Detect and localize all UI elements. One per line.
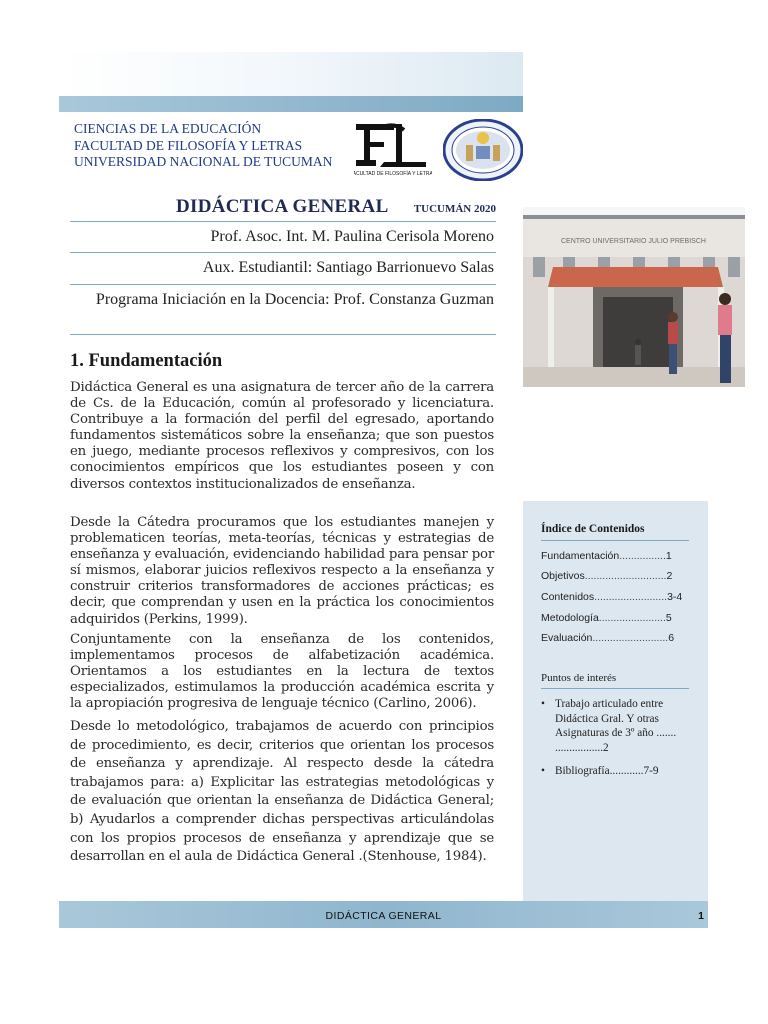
divider: [541, 540, 689, 541]
staff-program: Programa Iniciación en la Docencia: Prof. Constanza Guzman: [70, 290, 496, 335]
institution-block: [74, 121, 354, 171]
divider: [541, 688, 689, 689]
toc-label: Objetivos: [541, 570, 585, 582]
footer-title: DIDÁCTICA GENERAL: [325, 910, 442, 922]
institution-line: CIENCIAS DE LA EDUCACIÓN: [74, 121, 262, 136]
interest-title: Puntos de interés: [541, 672, 617, 684]
staff-professor: Prof. Asoc. Int. M. Paulina Cerisola Moreno: [70, 227, 496, 253]
paragraph: Conjuntamente con la enseñanza de los contenidos, implementamos procesos de alfabetización académica. Orientamos a los estudiantes en la lectura de textos especializados, estimulamos la producción académica escrita y la apropiación progresiva de lenguaje técnico (Carlino, 2006).: [70, 632, 494, 712]
sidebar: [523, 501, 708, 901]
toc-page: 6: [668, 632, 675, 644]
svg-text:CENTRO UNIVERSITARIO JULIO PRE: CENTRO UNIVERSITARIO JULIO PREBISCH: [561, 238, 706, 245]
toc-item[interactable]: [541, 632, 696, 644]
toc-page: 1: [665, 550, 672, 562]
toc-item[interactable]: [541, 550, 696, 562]
interest-item: [541, 764, 701, 779]
paragraph: Desde lo metodológico, trabajamos de acuerdo con principios de procedimiento, es decir, criterios que orientan los procesos de enseñanza y aprendizaje. Al respecto desde la cátedra trabajamos para: a) Explicitar las estrategias metodológicas y de evaluación que orientan la enseñanza de Didáctica General; b) Ayudarlos a comprender dichas perspectivas articulándolas con los propios procesos de enseñanza y aprendizaje que se desarrollan en el aula de Didáctica General .(Stenhouse, 1984).: [70, 719, 494, 865]
toc-label: Contenidos: [541, 591, 595, 603]
institution-line: FACULTAD DE FILOSOFÍA Y LETRAS: [74, 137, 303, 153]
page-number: 1: [698, 910, 704, 922]
interest-dots: ............: [609, 765, 644, 778]
paragraph: Didáctica General es una asignatura de tercer año de la carrera de Cs. de la Educación, común al profesorado y licenciatura. Contribuye a la formación del perfil del egresado, aportando fundamentos sistemáticos sobre la enseñanza; que son puestos en juego, mediante procesos reflexivos y compresivos, con los conocimientos empíricos que los estudiantes poseen y con diversos contextos institucionalizados de enseñanza.: [70, 380, 494, 492]
paragraph: Desde la Cátedra procuramos que los estudiantes manejen y problematicen teorías, meta-teorías, técnicas y estrategias de enseñanza y evaluación, evidenciando habilidad para pensar por sí mismos, elaborar juicios reflexivos respecto a la enseñanza y construir criterios transformadores de acciones prácticas; es decir, que comprendan y usen en la práctica los conocimientos adquiridos (Perkins, 1999).: [70, 515, 495, 627]
page-footer: [59, 901, 708, 928]
institution-line: UNIVERSIDAD NACIONAL DE TUCUMAN: [74, 154, 333, 169]
toc-label: Metodología: [541, 612, 599, 624]
toc-item[interactable]: [541, 591, 696, 603]
toc-item[interactable]: [541, 570, 696, 582]
course-title: DIDÁCTICA GENERAL: [176, 196, 389, 217]
toc-title: Índice de Contenidos: [541, 523, 645, 535]
toc-page: 5: [665, 612, 672, 624]
toc-label: Evaluación: [541, 632, 593, 644]
header-band: [59, 52, 523, 96]
city-year: TUCUMÁN 2020: [413, 203, 496, 215]
svg-text:FACULTAD DE FILOSOFÍA Y LETRAS: FACULTAD DE FILOSOFÍA Y LETRAS: [354, 171, 432, 177]
course-title-row: [70, 194, 496, 222]
interest-text: Trabajo articulado entre Didáctica Gral. Y otras Asignaturas de 3º año ....... .................: [555, 698, 677, 754]
interest-page: 2: [603, 741, 609, 754]
staff-assistant: Aux. Estudiantil: Santiago Barrionuevo Salas: [70, 258, 496, 285]
header-bar: [59, 96, 523, 112]
faculty-logo: [354, 120, 432, 182]
interest-item: [541, 697, 701, 755]
toc-dots: ............................: [584, 570, 667, 582]
toc-page: 3-4: [667, 591, 683, 603]
interest-page: 7-9: [643, 765, 659, 778]
toc-item[interactable]: [541, 612, 696, 624]
interest-text: Bibliografía: [555, 765, 610, 778]
section-heading: 1. Fundamentación: [70, 351, 223, 371]
toc-label: Fundamentación: [541, 550, 620, 562]
toc-dots: .........................: [594, 591, 668, 603]
toc-dots: ..........................: [592, 632, 669, 644]
interest-list: [541, 697, 701, 788]
toc-dots: .......................: [598, 612, 666, 624]
toc-page: 2: [666, 570, 673, 582]
university-seal: [443, 119, 523, 181]
toc-dots: ................: [619, 550, 666, 562]
building-photo: [523, 207, 745, 387]
